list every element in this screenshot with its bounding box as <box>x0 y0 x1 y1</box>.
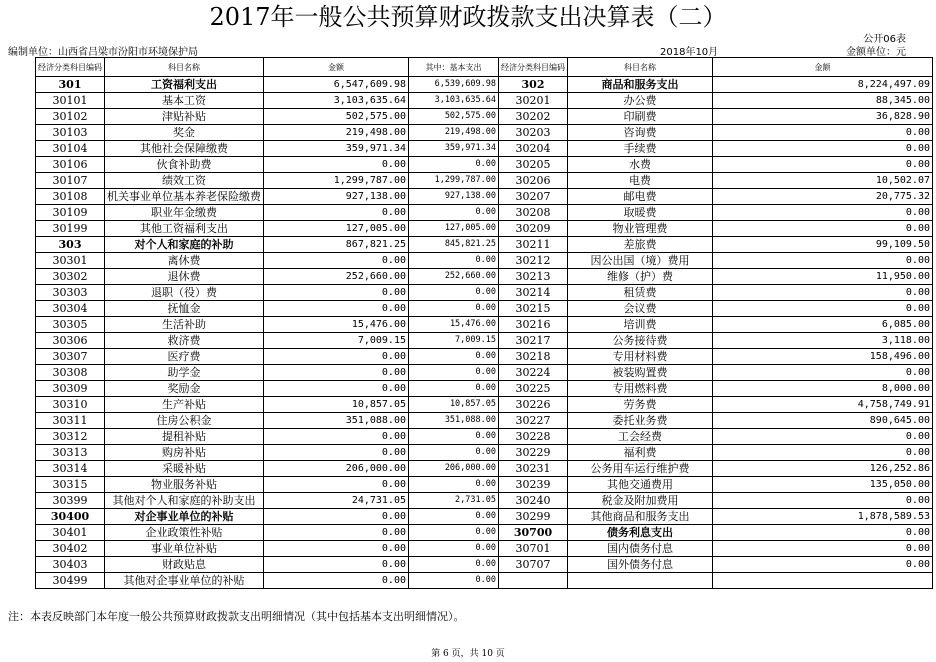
basic-amount-cell: 15,476.00 <box>409 317 499 333</box>
code-cell-2: 302 <box>499 77 568 93</box>
item-name-cell-2: 电费 <box>568 173 713 189</box>
item-name-cell: 事业单位补贴 <box>105 541 264 557</box>
basic-amount-cell: 351,088.00 <box>409 413 499 429</box>
code-cell-2: 30207 <box>499 189 568 205</box>
amount-cell: 0.00 <box>264 365 409 381</box>
amount-cell-2: 0.00 <box>713 525 933 541</box>
item-name-cell-2: 税金及附加费用 <box>568 493 713 509</box>
code-cell: 30401 <box>36 525 105 541</box>
table-row <box>36 365 933 381</box>
basic-amount-cell: 845,821.25 <box>409 237 499 253</box>
amount-cell-2: 0.00 <box>713 141 933 157</box>
code-cell-2: 30217 <box>499 333 568 349</box>
code-cell-2: 30211 <box>499 237 568 253</box>
code-cell-2: 30201 <box>499 93 568 109</box>
basic-amount-cell: 927,138.00 <box>409 189 499 205</box>
amount-cell-2: 8,224,497.09 <box>713 77 933 93</box>
basic-amount-cell: 127,005.00 <box>409 221 499 237</box>
amount-cell: 0.00 <box>264 301 409 317</box>
item-name-cell: 对个人和家庭的补助 <box>105 237 264 253</box>
table-row <box>36 429 933 445</box>
code-cell: 30400 <box>36 509 105 525</box>
amount-cell: 0.00 <box>264 285 409 301</box>
basic-amount-cell: 0.00 <box>409 573 499 589</box>
code-cell: 30403 <box>36 557 105 573</box>
item-name-cell-2: 公务用车运行维护费 <box>568 461 713 477</box>
table-row <box>36 237 933 253</box>
code-cell-2: 30229 <box>499 445 568 461</box>
table-row <box>36 221 933 237</box>
amount-cell: 0.00 <box>264 381 409 397</box>
basic-amount-cell: 7,009.15 <box>409 333 499 349</box>
table-row <box>36 541 933 557</box>
amount-cell: 0.00 <box>264 541 409 557</box>
code-cell: 30301 <box>36 253 105 269</box>
code-cell-2: 30707 <box>499 557 568 573</box>
item-name-cell-2: 委托业务费 <box>568 413 713 429</box>
item-name-cell-2: 会议费 <box>568 301 713 317</box>
amount-cell: 0.00 <box>264 205 409 221</box>
item-name-cell-2: 专用材料费 <box>568 349 713 365</box>
basic-amount-cell: 0.00 <box>409 541 499 557</box>
item-name-cell: 住房公积金 <box>105 413 264 429</box>
amount-cell: 359,971.34 <box>264 141 409 157</box>
code-cell: 30311 <box>36 413 105 429</box>
amount-cell-2: 36,828.90 <box>713 109 933 125</box>
item-name-cell-2: 商品和服务支出 <box>568 77 713 93</box>
item-name-cell: 职业年金缴费 <box>105 205 264 221</box>
item-name-cell: 助学金 <box>105 365 264 381</box>
basic-amount-cell: 0.00 <box>409 509 499 525</box>
code-cell: 30315 <box>36 477 105 493</box>
code-cell-2: 30239 <box>499 477 568 493</box>
item-name-cell-2: 专用燃料费 <box>568 381 713 397</box>
basic-amount-cell: 3,103,635.64 <box>409 93 499 109</box>
basic-amount-cell: 219,498.00 <box>409 125 499 141</box>
item-name-cell-2: 福利费 <box>568 445 713 461</box>
code-cell: 30314 <box>36 461 105 477</box>
amount-cell-2: 0.00 <box>713 221 933 237</box>
amount-cell: 0.00 <box>264 573 409 589</box>
basic-amount-cell: 252,660.00 <box>409 269 499 285</box>
code-cell-2: 30225 <box>499 381 568 397</box>
code-cell-2: 30215 <box>499 301 568 317</box>
table-note: 注：本表反映部门本年度一般公共预算财政拨款支出明细情况（其中包括基本支出明细情况）。 <box>8 610 465 623</box>
code-cell-2: 30231 <box>499 461 568 477</box>
table-row <box>36 109 933 125</box>
code-cell: 30313 <box>36 445 105 461</box>
page-title: 2017年一般公共预算财政拨款支出决算表（二） <box>209 3 727 31</box>
amount-cell-2: 6,085.00 <box>713 317 933 333</box>
amount-cell: 7,009.15 <box>264 333 409 349</box>
item-name-cell-2: 其他交通费用 <box>568 477 713 493</box>
basic-amount-cell: 359,971.34 <box>409 141 499 157</box>
item-name-cell: 工资福利支出 <box>105 77 264 93</box>
amount-cell-2: 11,950.00 <box>713 269 933 285</box>
code-cell-2: 30209 <box>499 221 568 237</box>
item-name-cell-2: 办公费 <box>568 93 713 109</box>
item-name-cell-2: 维修（护）费 <box>568 269 713 285</box>
table-header-row <box>36 58 933 77</box>
amount-cell: 927,138.00 <box>264 189 409 205</box>
item-name-cell: 购房补贴 <box>105 445 264 461</box>
item-name-cell: 提租补贴 <box>105 429 264 445</box>
code-cell-2: 30208 <box>499 205 568 221</box>
code-cell: 30305 <box>36 317 105 333</box>
amount-cell-2: 88,345.00 <box>713 93 933 109</box>
header-amount-2: 金额 <box>713 58 933 77</box>
item-name-cell-2: 印刷费 <box>568 109 713 125</box>
expenditure-table <box>35 57 933 589</box>
table-row <box>36 269 933 285</box>
table-row <box>36 93 933 109</box>
header-code-2: 经济分类科目编码 <box>499 58 568 77</box>
amount-cell: 0.00 <box>264 253 409 269</box>
code-cell: 30399 <box>36 493 105 509</box>
basic-amount-cell: 10,857.05 <box>409 397 499 413</box>
basic-amount-cell: 0.00 <box>409 445 499 461</box>
amount-cell-2: 0.00 <box>713 365 933 381</box>
basic-amount-cell: 0.00 <box>409 285 499 301</box>
basic-amount-cell: 0.00 <box>409 429 499 445</box>
item-name-cell: 其他对企事业单位的补贴 <box>105 573 264 589</box>
item-name-cell-2: 国外债务付息 <box>568 557 713 573</box>
item-name-cell: 绩效工资 <box>105 173 264 189</box>
code-cell: 30302 <box>36 269 105 285</box>
amount-cell-2: 8,000.00 <box>713 381 933 397</box>
amount-cell-2: 158,496.00 <box>713 349 933 365</box>
table-row <box>36 189 933 205</box>
code-cell: 30312 <box>36 429 105 445</box>
code-cell-2: 30228 <box>499 429 568 445</box>
table-row <box>36 125 933 141</box>
item-name-cell: 采暖补贴 <box>105 461 264 477</box>
item-name-cell-2: 其他商品和服务支出 <box>568 509 713 525</box>
item-name-cell: 对企事业单位的补贴 <box>105 509 264 525</box>
table-row <box>36 285 933 301</box>
code-cell: 30499 <box>36 573 105 589</box>
amount-cell: 10,857.05 <box>264 397 409 413</box>
basic-amount-cell: 0.00 <box>409 557 499 573</box>
amount-cell-2: 0.00 <box>713 285 933 301</box>
code-cell: 30199 <box>36 221 105 237</box>
amount-cell: 206,000.00 <box>264 461 409 477</box>
code-cell: 30109 <box>36 205 105 221</box>
item-name-cell-2: 工会经费 <box>568 429 713 445</box>
basic-amount-cell: 0.00 <box>409 349 499 365</box>
code-cell: 30101 <box>36 93 105 109</box>
basic-amount-cell: 0.00 <box>409 253 499 269</box>
table-row <box>36 381 933 397</box>
code-cell: 30106 <box>36 157 105 173</box>
item-name-cell: 其他对个人和家庭的补助支出 <box>105 493 264 509</box>
item-name-cell: 基本工资 <box>105 93 264 109</box>
amount-cell-2: 99,109.50 <box>713 237 933 253</box>
table-row <box>36 477 933 493</box>
code-cell-2: 30203 <box>499 125 568 141</box>
amount-cell-2: 0.00 <box>713 253 933 269</box>
code-cell: 30304 <box>36 301 105 317</box>
table-row <box>36 573 933 589</box>
code-cell-2: 30216 <box>499 317 568 333</box>
code-cell: 30308 <box>36 365 105 381</box>
code-cell-2 <box>499 573 568 589</box>
table-row <box>36 525 933 541</box>
item-name-cell-2: 咨询费 <box>568 125 713 141</box>
code-cell-2: 30206 <box>499 173 568 189</box>
code-cell-2: 30299 <box>499 509 568 525</box>
item-name-cell: 企业政策性补贴 <box>105 525 264 541</box>
item-name-cell: 生产补贴 <box>105 397 264 413</box>
table-row <box>36 205 933 221</box>
amount-cell-2: 10,502.07 <box>713 173 933 189</box>
amount-cell: 0.00 <box>264 557 409 573</box>
item-name-cell-2 <box>568 573 713 589</box>
table-row <box>36 333 933 349</box>
code-cell-2: 30700 <box>499 525 568 541</box>
item-name-cell: 机关事业单位基本养老保险缴费 <box>105 189 264 205</box>
basic-amount-cell: 0.00 <box>409 477 499 493</box>
item-name-cell-2: 差旅费 <box>568 237 713 253</box>
amount-cell-2: 0.00 <box>713 301 933 317</box>
item-name-cell-2: 公务接待费 <box>568 333 713 349</box>
basic-amount-cell: 502,575.00 <box>409 109 499 125</box>
item-name-cell-2: 国内债务付息 <box>568 541 713 557</box>
item-name-cell: 奖励金 <box>105 381 264 397</box>
amount-cell: 0.00 <box>264 509 409 525</box>
basic-amount-cell: 1,299,787.00 <box>409 173 499 189</box>
code-cell-2: 30226 <box>499 397 568 413</box>
basic-amount-cell: 0.00 <box>409 525 499 541</box>
code-cell-2: 30202 <box>499 109 568 125</box>
item-name-cell: 奖金 <box>105 125 264 141</box>
item-name-cell-2: 邮电费 <box>568 189 713 205</box>
table-row <box>36 173 933 189</box>
amount-cell-2: 135,050.00 <box>713 477 933 493</box>
table-row <box>36 461 933 477</box>
basic-amount-cell: 2,731.05 <box>409 493 499 509</box>
code-cell-2: 30227 <box>499 413 568 429</box>
amount-cell-2: 0.00 <box>713 445 933 461</box>
item-name-cell: 救济费 <box>105 333 264 349</box>
basic-amount-cell: 0.00 <box>409 205 499 221</box>
item-name-cell: 退休费 <box>105 269 264 285</box>
amount-cell: 502,575.00 <box>264 109 409 125</box>
code-cell-2: 30224 <box>499 365 568 381</box>
basic-amount-cell: 206,000.00 <box>409 461 499 477</box>
code-cell-2: 30212 <box>499 253 568 269</box>
code-cell: 30102 <box>36 109 105 125</box>
amount-cell-2: 3,118.00 <box>713 333 933 349</box>
code-cell-2: 30213 <box>499 269 568 285</box>
table-row <box>36 253 933 269</box>
item-name-cell-2: 债务利息支出 <box>568 525 713 541</box>
item-name-cell: 生活补助 <box>105 317 264 333</box>
code-cell: 30307 <box>36 349 105 365</box>
item-name-cell: 离休费 <box>105 253 264 269</box>
code-cell: 30104 <box>36 141 105 157</box>
amount-cell: 24,731.05 <box>264 493 409 509</box>
code-cell: 30310 <box>36 397 105 413</box>
report-period: 2018年10月 <box>660 47 719 58</box>
reporting-unit: 编制单位：山西省吕梁市汾阳市环境保护局 <box>8 47 198 58</box>
item-name-cell: 物业服务补贴 <box>105 477 264 493</box>
amount-cell: 0.00 <box>264 157 409 173</box>
item-name-cell-2: 劳务费 <box>568 397 713 413</box>
basic-amount-cell: 0.00 <box>409 365 499 381</box>
header-code: 经济分类科目编码 <box>36 58 105 77</box>
basic-amount-cell: 0.00 <box>409 157 499 173</box>
amount-cell: 6,547,609.98 <box>264 77 409 93</box>
amount-cell: 0.00 <box>264 349 409 365</box>
basic-amount-cell: 0.00 <box>409 381 499 397</box>
amount-cell-2: 20,775.32 <box>713 189 933 205</box>
amount-cell: 0.00 <box>264 477 409 493</box>
form-id: 公开06表 <box>863 34 906 45</box>
amount-cell: 1,299,787.00 <box>264 173 409 189</box>
amount-cell: 15,476.00 <box>264 317 409 333</box>
amount-cell: 219,498.00 <box>264 125 409 141</box>
page-footer: 第 6 页，共 10 页 <box>431 649 505 659</box>
item-name-cell-2: 取暖费 <box>568 205 713 221</box>
table-row <box>36 77 933 93</box>
item-name-cell-2: 因公出国（境）费用 <box>568 253 713 269</box>
basic-amount-cell: 6,539,609.98 <box>409 77 499 93</box>
header-amount: 金额 <box>264 58 409 77</box>
amount-cell: 252,660.00 <box>264 269 409 285</box>
table-row <box>36 141 933 157</box>
code-cell: 30402 <box>36 541 105 557</box>
code-cell: 301 <box>36 77 105 93</box>
table-row <box>36 509 933 525</box>
code-cell-2: 30204 <box>499 141 568 157</box>
code-cell-2: 30218 <box>499 349 568 365</box>
item-name-cell: 其他社会保障缴费 <box>105 141 264 157</box>
item-name-cell-2: 培训费 <box>568 317 713 333</box>
table-row <box>36 557 933 573</box>
table-row <box>36 349 933 365</box>
table-row <box>36 493 933 509</box>
amount-cell: 867,821.25 <box>264 237 409 253</box>
table-row <box>36 301 933 317</box>
item-name-cell: 抚恤金 <box>105 301 264 317</box>
amount-cell-2: 0.00 <box>713 125 933 141</box>
code-cell: 30303 <box>36 285 105 301</box>
amount-cell-2: 126,252.86 <box>713 461 933 477</box>
code-cell-2: 30214 <box>499 285 568 301</box>
code-cell: 30107 <box>36 173 105 189</box>
table-row <box>36 413 933 429</box>
amount-cell: 127,005.00 <box>264 221 409 237</box>
header-name: 科目名称 <box>105 58 264 77</box>
code-cell: 30309 <box>36 381 105 397</box>
table-row <box>36 445 933 461</box>
table-row <box>36 317 933 333</box>
header-basic: 其中：基本支出 <box>409 58 499 77</box>
amount-cell: 0.00 <box>264 525 409 541</box>
item-name-cell: 医疗费 <box>105 349 264 365</box>
item-name-cell: 津贴补贴 <box>105 109 264 125</box>
code-cell-2: 30205 <box>499 157 568 173</box>
amount-cell-2: 4,758,749.91 <box>713 397 933 413</box>
item-name-cell-2: 租赁费 <box>568 285 713 301</box>
item-name-cell-2: 水费 <box>568 157 713 173</box>
code-cell-2: 30701 <box>499 541 568 557</box>
table-row <box>36 397 933 413</box>
item-name-cell-2: 被装购置费 <box>568 365 713 381</box>
item-name-cell: 其他工资福利支出 <box>105 221 264 237</box>
amount-cell-2: 0.00 <box>713 205 933 221</box>
amount-cell: 351,088.00 <box>264 413 409 429</box>
item-name-cell-2: 物业管理费 <box>568 221 713 237</box>
code-cell: 30103 <box>36 125 105 141</box>
code-cell: 303 <box>36 237 105 253</box>
item-name-cell: 退职（役）费 <box>105 285 264 301</box>
amount-cell: 0.00 <box>264 429 409 445</box>
item-name-cell: 财政贴息 <box>105 557 264 573</box>
amount-cell-2: 890,645.00 <box>713 413 933 429</box>
amount-cell: 0.00 <box>264 445 409 461</box>
currency-unit: 金额单位：元 <box>846 47 906 58</box>
amount-cell-2: 1,878,589.53 <box>713 509 933 525</box>
amount-cell: 3,103,635.64 <box>264 93 409 109</box>
amount-cell-2: 0.00 <box>713 429 933 445</box>
basic-amount-cell: 0.00 <box>409 301 499 317</box>
item-name-cell: 伙食补助费 <box>105 157 264 173</box>
amount-cell-2: 0.00 <box>713 493 933 509</box>
code-cell: 30306 <box>36 333 105 349</box>
amount-cell-2: 0.00 <box>713 157 933 173</box>
code-cell: 30108 <box>36 189 105 205</box>
table-row <box>36 157 933 173</box>
header-name-2: 科目名称 <box>568 58 713 77</box>
item-name-cell-2: 手续费 <box>568 141 713 157</box>
amount-cell-2 <box>713 573 933 589</box>
amount-cell-2: 0.00 <box>713 557 933 573</box>
amount-cell-2: 0.00 <box>713 541 933 557</box>
code-cell-2: 30240 <box>499 493 568 509</box>
